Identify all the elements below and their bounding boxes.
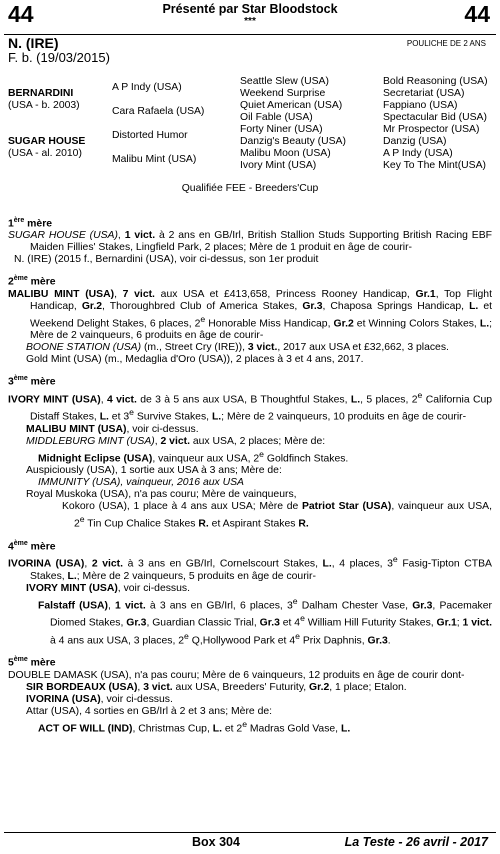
pedigree-gen4-item: Fappiano (USA)	[383, 100, 458, 111]
dam-3-produce: Auspiciously (USA), 1 sortie aux USA à 3 ans; Mère de:	[26, 465, 282, 477]
dam-5-grandproduce: ACT OF WILL (IND), Christmas Cup, L. et 2e Madras Gold Vase, L.	[38, 718, 351, 735]
dam-name: SUGAR HOUSE	[8, 136, 86, 147]
section-heading-2: 2ème mère	[8, 275, 56, 288]
pedigree-gen2-item: A P Indy (USA)	[112, 82, 182, 93]
pedigree-gen4-item: Secretariat (USA)	[383, 88, 465, 99]
dam-5-entry: DOUBLE DAMASK (USA), n'a pas couru; Mère de 6 vainqueurs, 12 produits en âge de courir dont-	[8, 669, 465, 681]
pedigree-gen4-item: Spectacular Bid (USA)	[383, 112, 487, 123]
pedigree-gen3-item: Forty Niner (USA)	[240, 124, 323, 135]
lot-number-left: 44	[8, 1, 34, 27]
footer-box: Box 304	[192, 835, 240, 849]
horse-name: N. (IRE)	[8, 35, 59, 51]
pedigree-sire	[8, 76, 112, 124]
presented-by: Présenté par Star Bloodstock	[162, 2, 338, 16]
section-heading-1: 1ère mère	[8, 217, 53, 230]
pedigree-gen3-item: Oil Fable (USA)	[240, 112, 313, 123]
dam-3-produce: Royal Muskoka (USA), n'a pas couru; Mère de vainqueurs,	[26, 489, 297, 501]
sire-info: (USA - b. 2003)	[8, 100, 80, 111]
pedigree-gen4-item: Danzig (USA)	[383, 136, 447, 147]
dam-4-produce: Falstaff (USA), 1 vict. à 3 ans en GB/Irl, 6 places, 3e Dalham Chester Vase, Gr.3, Pacemaker Diomed Stakes, Gr.3, Guardian Classic Trial, Gr.3 et 4e William Hill Futurity Stakes, Gr.1; 1 vict. à 4 ans aux USA, 3 places, 2e Q,Hollywood Park et 4e Prix Daphnis, Gr.3.	[38, 595, 493, 647]
header-divider	[4, 34, 496, 35]
pedigree-gen3-item: Seattle Slew (USA)	[240, 76, 329, 87]
dam-5-produce: SIR BORDEAUX (USA), 3 vict. aux USA, Breeders' Futurity, Gr.2, 1 place; Etalon.	[26, 681, 407, 693]
horse-sex-age: POULICHE DE 2 ANS	[406, 39, 486, 48]
sire-name: BERNARDINI	[8, 88, 74, 99]
lot-number-right: 44	[464, 1, 490, 27]
dam-3-grandproduce: Midnight Eclipse (USA), vainqueur aux USA, 2e Goldfinch Stakes.	[38, 448, 349, 465]
pedigree-gen2-item: Distorted Humor	[112, 130, 188, 141]
dam-3-entry: IVORY MINT (USA), 4 vict. de 3 à 5 ans aux USA, B Thoughtful Stakes, L., 5 places, 2e California Cup Distaff Stakes, L. et 3e Survive Stakes, L.; Mère de 2 vainqueurs, 10 produits en âge de courir-	[8, 389, 493, 423]
pedigree-gen4-item: A P Indy (USA)	[383, 148, 453, 159]
dam-3-produce: MALIBU MINT (USA), voir ci-dessus.	[26, 423, 199, 435]
pedigree-gen4-item: Mr Prospector (USA)	[383, 124, 480, 135]
pedigree-gen3-item: Weekend Surprise	[240, 88, 326, 99]
horse-description: F. b. (19/03/2015)	[8, 50, 110, 65]
qualification: Qualifiée FEE - Breeders'Cup	[181, 183, 319, 194]
dam-4-entry: IVORINA (USA), 2 vict. à 3 ans en GB/Irl, Cornelscourt Stakes, L., 4 places, 3e Fasig-Tipton CTBA Stakes, L.; Mère de 2 vainqueurs, 5 produits en âge de courir-	[8, 554, 492, 582]
pedigree-notes	[8, 208, 492, 735]
section-heading-5: 5ème mère	[8, 656, 56, 669]
section-heading-3: 3ème mère	[8, 375, 56, 388]
pedigree-gen3-item: Quiet American (USA)	[240, 100, 343, 111]
pedigree-gen3-item: Danzig's Beauty (USA)	[240, 136, 346, 147]
dam-3-grandproduce: Kokoro (USA), 1 place à 4 ans aux USA; Mère de Patriot Star (USA), vainqueur aux USA, 2e Tin Cup Chalice Stakes R. et Aspirant Stakes R.	[62, 501, 492, 530]
pedigree-gen2-item: Cara Rafaela (USA)	[112, 106, 205, 117]
dam-info: (USA - al. 2010)	[8, 148, 82, 159]
pedigree-gen3-item: Malibu Moon (USA)	[240, 148, 331, 159]
dam-1-entry: SUGAR HOUSE (USA), 1 vict. à 2 ans en GB/Irl, British Stallion Studs Supporting British Racing EBF Maiden Fillies' Stakes, Lingfield Park, 2 places; Mère de 1 produit en âge de courir-	[8, 230, 492, 254]
dam-4-produce: IVORY MINT (USA), voir ci-dessus.	[26, 582, 190, 594]
dam-5-produce: Attar (USA), 4 sorties en GB/Irl à 2 et 3 ans; Mère de:	[26, 705, 273, 717]
pedigree-dam	[8, 124, 112, 172]
dam-5-produce: IVORINA (USA), voir ci-dessus.	[26, 693, 173, 705]
dam-1-produce: N. (IRE) (2015 f., Bernardini (USA), voir ci-dessus, son 1er produit	[14, 254, 319, 266]
dam-3-produce: MIDDLEBURG MINT (USA), 2 vict. aux USA, 2 places; Mère de:	[26, 435, 326, 447]
dam-2-produce: BOONE STATION (USA) (m., Street Cry (IRE)), 3 vict., 2017 aux USA et £32,662, 3 places.	[26, 342, 449, 354]
stars: ***	[244, 16, 256, 27]
dam-2-produce: Gold Mint (USA) (m., Medaglia d'Oro (USA)), 2 places à 3 et 4 ans, 2017.	[26, 354, 364, 366]
dam-2-entry: MALIBU MINT (USA), 7 vict. aux USA et £413,658, Princess Rooney Handicap, Gr.1, Top Flight Handicap, Gr.2, Thoroughbred Club of America Stakes, Gr.3, Chaposa Springs Handicap, L. et Weekend Delight Stakes, 6 places, 2e Honorable Miss Handicap, Gr.2 et Winning Colors Stakes, L.; Mère de 2 vainqueurs, 6 produits en âge de courir-	[8, 288, 492, 342]
pedigree-table	[8, 76, 488, 172]
pedigree-gen3-item: Ivory Mint (USA)	[240, 160, 317, 171]
footer-event: La Teste - 26 avril - 2017	[344, 835, 488, 849]
pedigree-gen4-item: Bold Reasoning (USA)	[383, 76, 488, 87]
pedigree-gen2-item: Malibu Mint (USA)	[112, 154, 197, 165]
section-heading-4: 4ème mère	[8, 539, 56, 553]
pedigree-gen4-item: Key To The Mint(USA)	[383, 160, 486, 171]
footer-divider	[4, 832, 496, 833]
dam-3-grandproduce: IMMUNITY (USA), vainqueur, 2016 aux USA	[38, 477, 244, 489]
